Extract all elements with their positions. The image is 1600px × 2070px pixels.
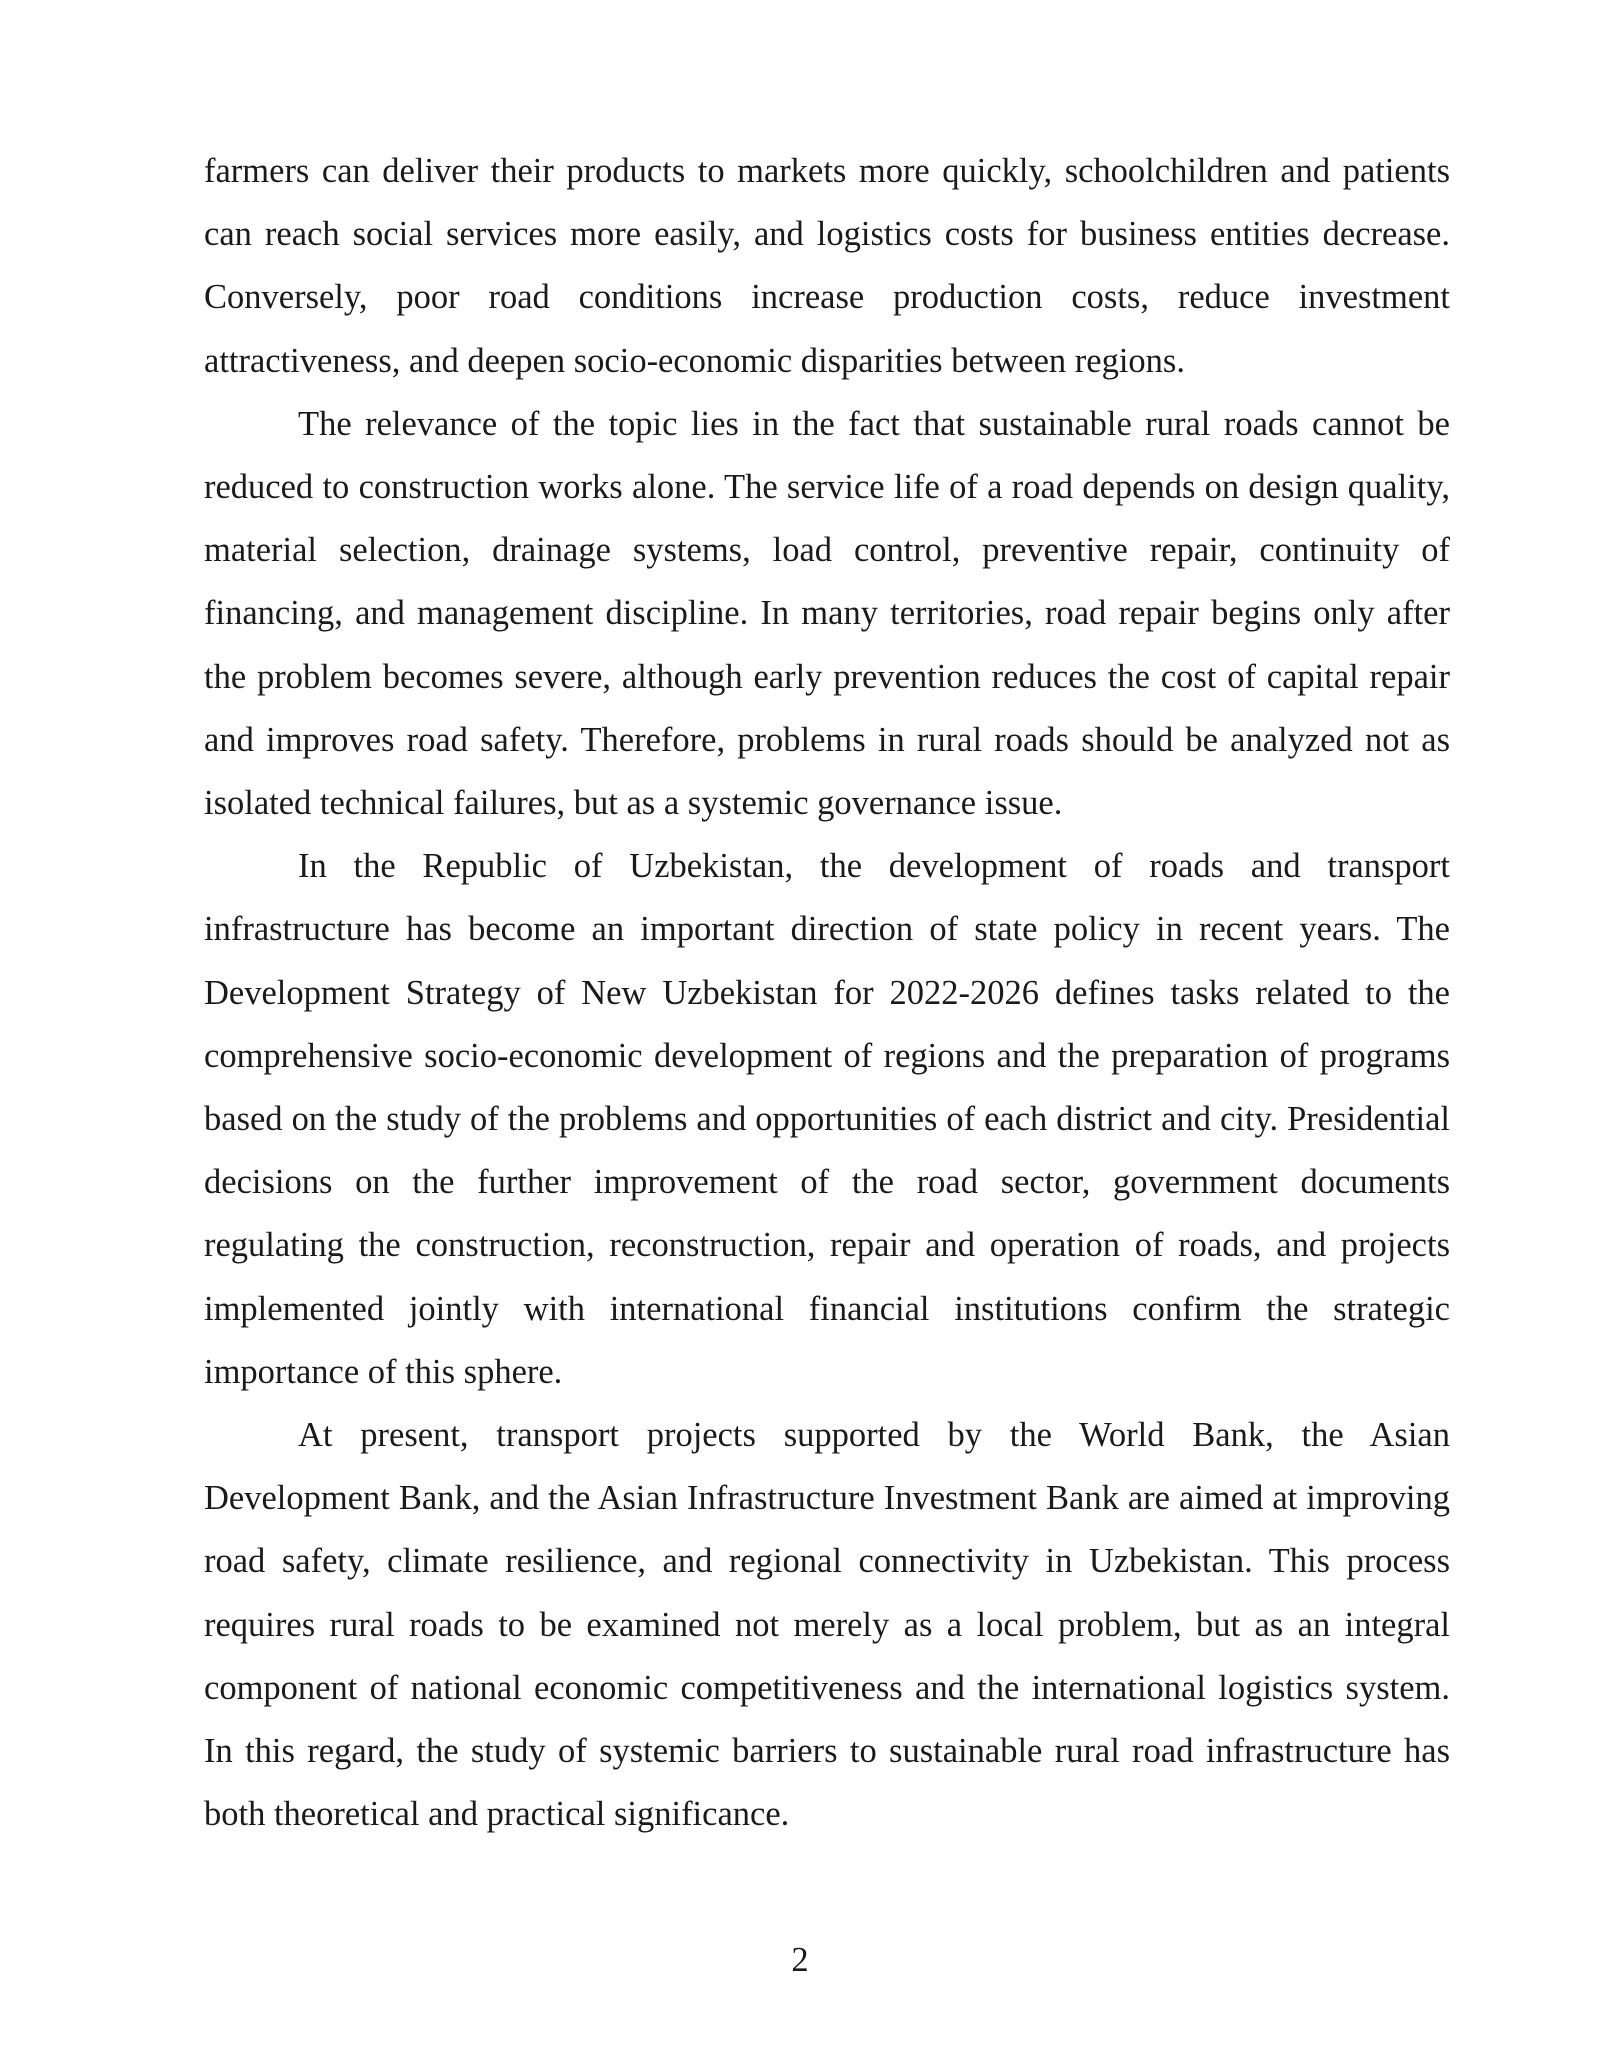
text-body (204, 140, 1450, 1846)
paragraph-continuation: farmers can deliver their products to markets more quickly, schoolchildren and patients can reach social services more easily, and logistics costs for business entities decrease. Conversely, poor road conditions increase production costs, reduce investment attractiveness, and deepen socio-economic disparities between regions. (204, 152, 1450, 380)
paragraph-uzbekistan-policy: In the Republic of Uzbekistan, the development of roads and transport infrastructure has become an important direction of state policy in recent years. The Development Strategy of New Uzbekistan for 2022-2026 defines tasks related to the comprehensive socio-economic development of regions and the preparation of programs based on the study of the problems and opportunities of each district and city. Presidential decisions on the further improvement of the road sector, government documents regulating the construction, reconstruction, repair and operation of roads, and projects implemented jointly with international financial institutions confirm the strategic importance of this sphere. (204, 847, 1450, 1391)
paragraph-relevance: The relevance of the topic lies in the fact that sustainable rural roads cannot be reduced to construction works alone. The service life of a road depends on design quality, material selection, drainage systems, load control, preventive repair, continuity of financing, and management discipline. In many territories, road repair begins only after the problem becomes severe, although early prevention reduces the cost of capital repair and improves road safety. Therefore, problems in rural roads should be analyzed not as isolated technical failures, but as a systemic governance issue. (204, 404, 1450, 823)
paragraph-international-projects: At present, transport projects supported by the World Bank, the Asian Development Bank, and the Asian Infrastructure Investment Bank are aimed at improving road safety, climate resilience, and regional connectivity in Uzbekistan. This process requires rural roads to be examined not merely as a local problem, but as an integral component of national economic competitiveness and the international logistics system. In this regard, the study of systemic barriers to sustainable rural road infrastructure has both theoretical and practical significance. (204, 1416, 1450, 1834)
page-number: 2 (791, 1941, 809, 1979)
